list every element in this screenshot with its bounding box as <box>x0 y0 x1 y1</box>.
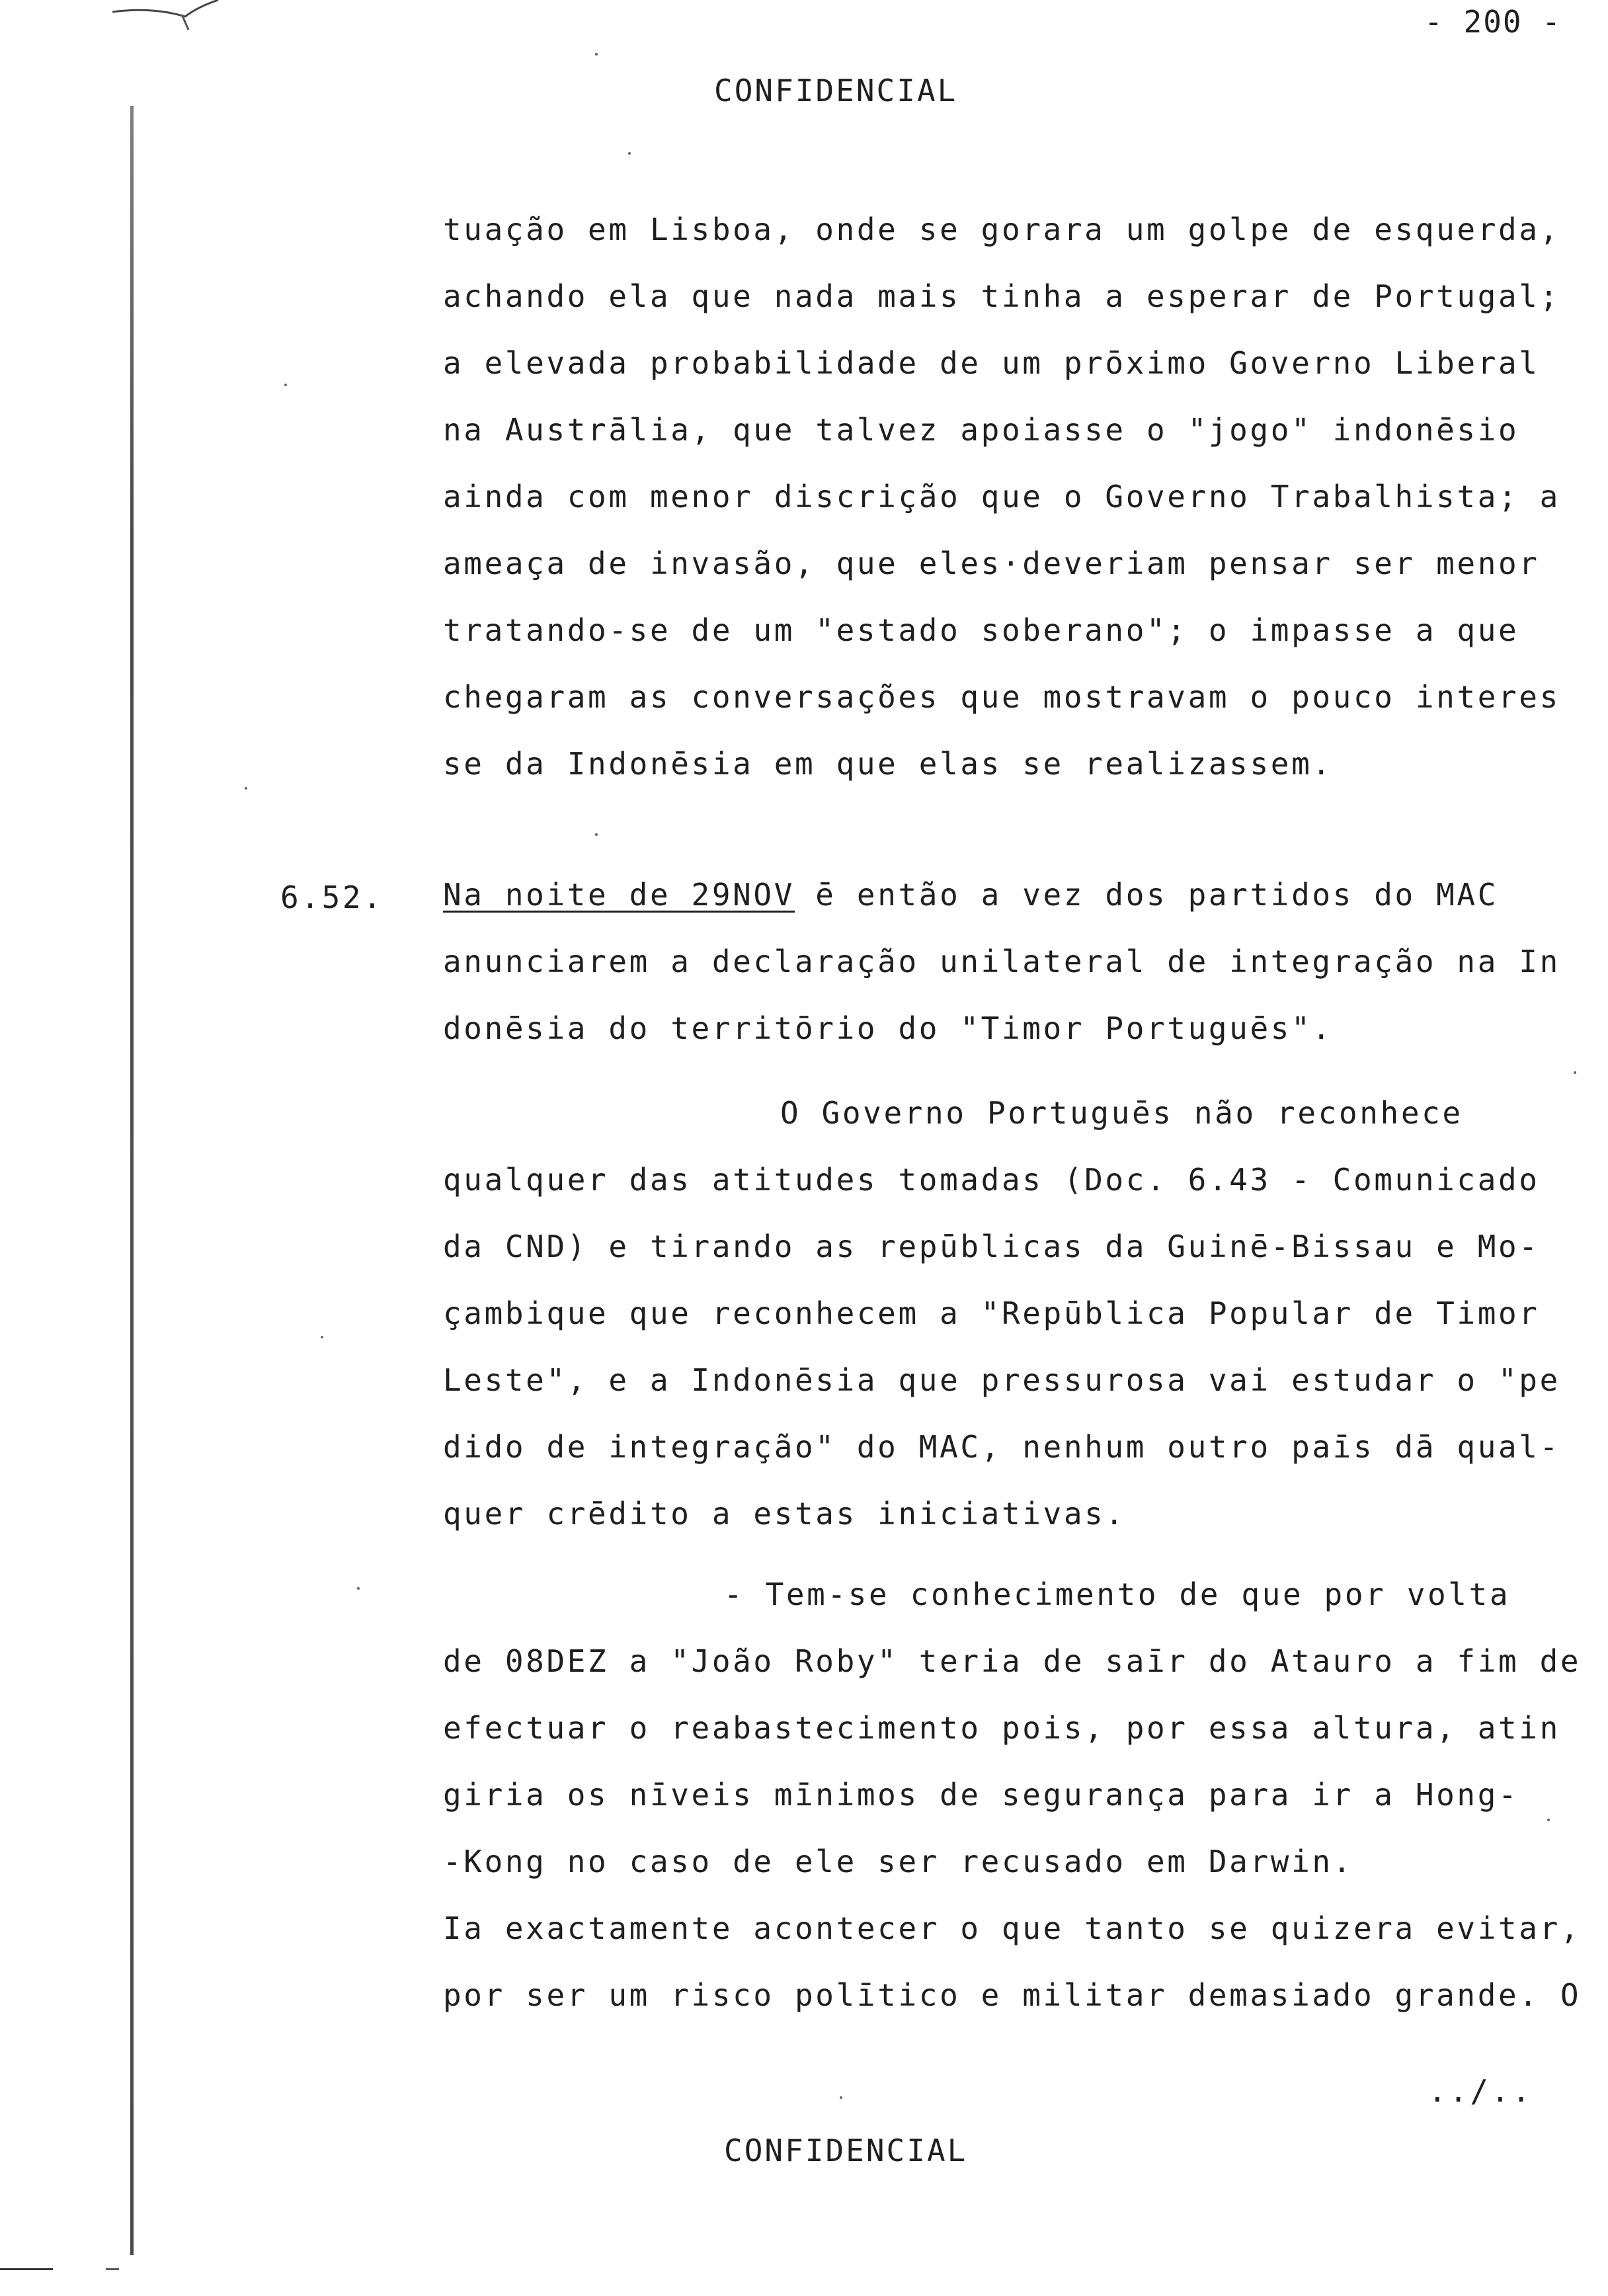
paragraph-line: quer crēdito a estas iniciativas. <box>443 1496 1126 1532</box>
scan-speck <box>595 53 598 56</box>
scan-speck <box>840 2096 842 2099</box>
paragraph-line: qualquer das atitudes tomadas (Doc. 6.43 - Comunicado <box>443 1162 1540 1198</box>
paragraph-line: O Governo Portuguēs não reconhece <box>780 1095 1463 1131</box>
paragraph-line: anunciarem a declaração unilateral de integração na In <box>443 944 1560 979</box>
paragraph-line: a elevada probabilidade de um prōximo Governo Liberal <box>443 345 1540 381</box>
paragraph-line: giria os nīveis mīnimos de segurança para ir a Hong- <box>443 1777 1519 1813</box>
corner-scribble-icon <box>112 0 231 40</box>
paragraph-line: na Austrālia, que talvez apoiasse o "jogo" indonēsio <box>443 412 1519 448</box>
scan-speck <box>628 152 631 155</box>
confidential-footer: CONFIDENCIAL <box>724 2133 968 2168</box>
paragraph-line: ainda com menor discrição que o Governo Trabalhista; a <box>443 479 1560 514</box>
bottom-mark-small <box>106 2268 119 2270</box>
scan-speck <box>1547 1819 1550 1821</box>
paragraph-line: achando ela que nada mais tinha a esperar de Portugal; <box>443 278 1560 314</box>
confidential-header: CONFIDENCIAL <box>714 73 958 108</box>
scan-speck <box>321 1336 323 1338</box>
paragraph-line: Ia exactamente acontecer o que tanto se quizera evitar, <box>443 1910 1582 1946</box>
paragraph-line: chegaram as conversações que mostravam o pouco interes <box>443 679 1560 715</box>
scan-speck <box>1574 1071 1576 1074</box>
paragraph-line: -Kong no caso de ele ser recusado em Darwin. <box>443 1844 1353 1879</box>
scan-speck <box>595 833 598 836</box>
section-first-line <box>443 877 1499 913</box>
paragraph-line: dido de integração" do MAC, nenhum outro paīs dā qual- <box>443 1429 1560 1465</box>
page-number: - 200 - <box>1424 4 1562 40</box>
binding-edge <box>130 106 134 2255</box>
section-number: 6.52. <box>280 880 384 915</box>
bottom-mark <box>0 2268 53 2270</box>
paragraph-line: se da Indonēsia em que elas se realizassem. <box>443 746 1333 782</box>
paragraph-line: çambique que reconhecem a "Repūblica Popular de Timor <box>443 1295 1540 1331</box>
paragraph-line: efectuar o reabastecimento pois, por essa altura, atin <box>443 1710 1560 1746</box>
paragraph-line: donēsia do territōrio do "Timor Portuguēs". <box>443 1010 1333 1046</box>
paragraph-line: - Tem-se conhecimento de que por volta <box>724 1577 1511 1612</box>
underlined-date-phrase: Na noite de 29NOV <box>443 877 795 913</box>
paragraph-line: Leste", e a Indonēsia que pressurosa vai estudar o "pe <box>443 1362 1560 1398</box>
paragraph-line: tratando-se de um "estado soberano"; o impasse a que <box>443 612 1519 648</box>
continuation-mark: ../.. <box>1428 2073 1533 2109</box>
paragraph-line: de 08DEZ a "João Roby" teria de saīr do Atauro a fim de <box>443 1643 1582 1679</box>
paragraph-line: da CND) e tirando as repūblicas da Guinē-Bissau e Mo- <box>443 1229 1540 1264</box>
scan-speck <box>245 787 247 790</box>
scan-speck <box>284 384 287 386</box>
paragraph-line: tuação em Lisboa, onde se gorara um golpe de esquerda, <box>443 212 1560 247</box>
paragraph-line: por ser um risco polītico e militar demasiado grande. O <box>443 1977 1582 2013</box>
section-first-line-rest: ē então a vez dos partidos do MAC <box>795 877 1499 913</box>
paragraph-line: ameaça de invasão, que eles·deveriam pensar ser menor <box>443 546 1540 581</box>
scan-speck <box>357 1587 360 1590</box>
